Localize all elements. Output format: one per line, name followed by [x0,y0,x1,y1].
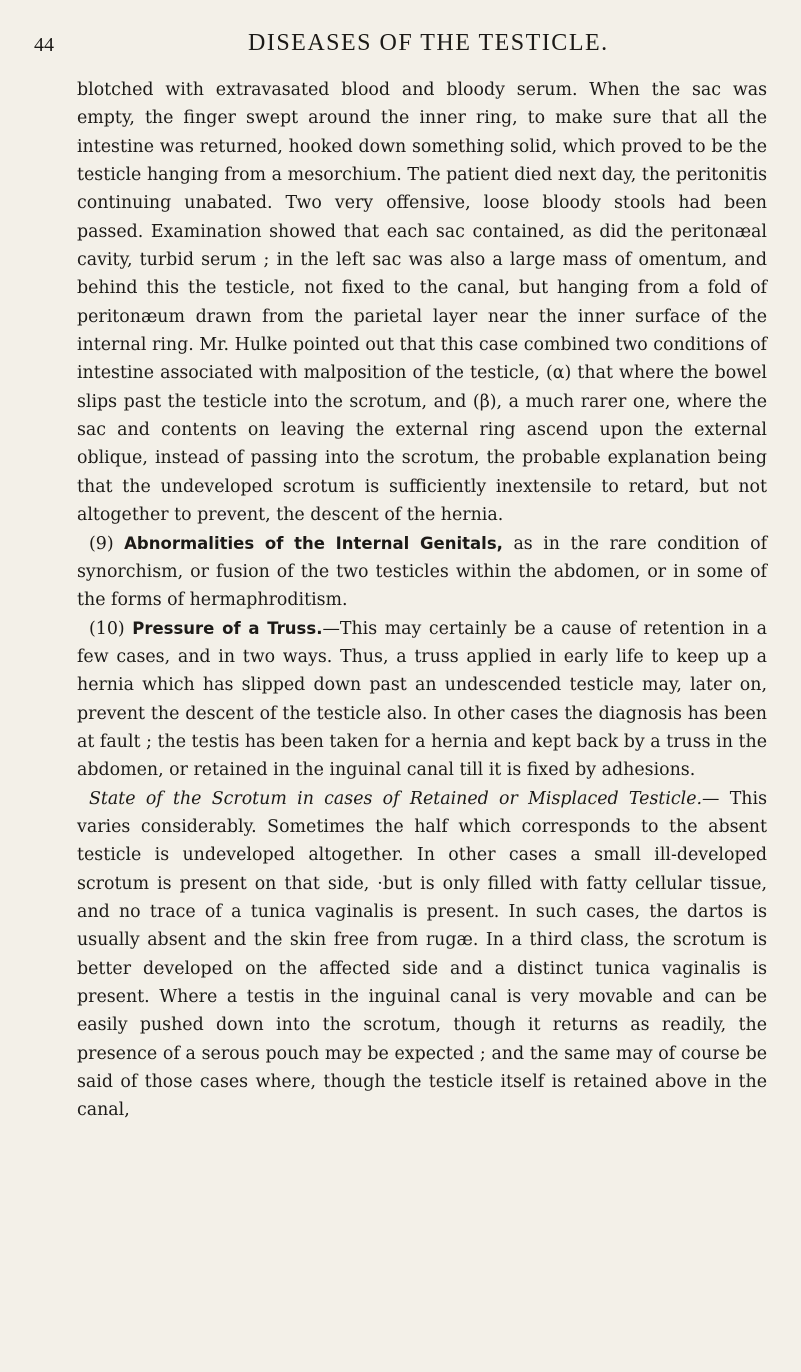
page-number: 44 [34,34,54,56]
paragraph-text-truss: —This may certainly be a cause of retention in a few cases, and in two ways. Thus, a truss applied in early life to keep up a hernia which has slipped down past an undescended testicle may, later on, prevent the descent of the testicle also. In other cases the diagnosis has been at fault ; the testis has been taken for a hernia and kept back by a truss in the abdomen, or retained in the inguinal canal till it is fixed by adhesions. [77,618,768,781]
section-heading-scrotum-state: State of the Scrotum in cases of Retained or Misplaced Testicle. [89,788,703,809]
item-number-9: (9) [89,533,114,554]
section-heading-truss: Pressure of a Truss. [132,618,323,638]
paragraph-text-abnormalities: as in the rare condition of synorchism, or fusion of the two testicles within the abdomen, or in some of the forms of hermaphroditism. [77,533,768,611]
running-title: DISEASES OF THE TESTICLE. [248,30,609,56]
item-number-10: (10) [89,618,125,639]
running-head [0,30,801,60]
paragraph-truss [77,615,767,785]
paragraph-case-report: blotched with extravasated blood and bloody serum. When the sac was empty, the finger swept around the inner ring, to make sure that all the intestine was returned, hooked down something solid, which proved to be the testicle hanging from a mesorchium. The patient died next day, the peritonitis continuing unabated. Two very offensive, loose bloody stools had been passed. Examination showed that each sac contained, as did the peritonæal cavity, turbid serum ; in the left sac was also a large mass of omentum, and behind this the testicle, not fixed to the canal, but hanging from a fold of peritonæum drawn from the parietal layer near the inner surface of the internal ring. Mr. Hulke pointed out that this case combined two conditions of intestine associated with malposition of the testicle, (α) that where the bowel slips past the testicle into the scrotum, and (β), a much rarer one, where the sac and contents on leaving the external ring ascend upon the external oblique, instead of passing into the scrotum, the probable explanation being that the undeveloped scrotum is sufficiently inextensile to retard, but not altogether to prevent, the descent of the hernia. [77,80,767,526]
paragraph-abnormalities [77,530,767,615]
body-text [77,76,767,1125]
section-heading-abnormalities: Abnormalities of the Internal Genitals, [124,533,503,553]
paragraph-scrotum-state [77,785,767,1125]
paragraph-text-scrotum-state: — This varies considerably. Sometimes the half which corresponds to the absent testicle is undeveloped altogether. In other cases a small ill-developed scrotum is present on that side, ·but is only filled with fatty cellular tissue, and no trace of a tunica vaginalis is present. In such cases, the dartos is usually absent and the skin free from rugæ. In a third class, the scrotum is better developed on the affected side and a distinct tunica vaginalis is present. Where a testis in the inguinal canal is very movable and can be easily pushed down into the scrotum, though it returns as readily, the presence of a serous pouch may be expected ; and the same may of course be said of those cases where, though the testicle itself is retained above in the canal, [77,788,767,1121]
